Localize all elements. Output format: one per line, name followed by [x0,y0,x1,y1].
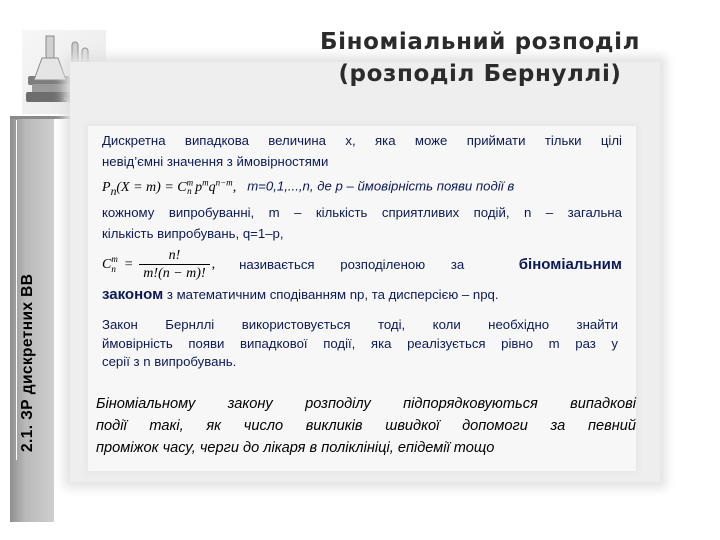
title-line-2: (розподіл Бернуллі) [338,61,622,87]
text-line: ймовірність появи випадкової події, яка реалізується рівно m раз у [102,335,618,351]
text-line: Біноміальному закону розподілу підпорядковуються випадкові [96,396,636,412]
definition-paragraph [102,130,622,305]
text-fragment: називається розподіленою за [239,256,465,272]
binomial-coefficient-formula: C m n = $\frac{n!}{m!(n - m)!}$ , [102,247,216,281]
text-line: Закон Бернллі використовується тоді, коли необхідно знайти [102,317,618,332]
formula-line [102,244,622,284]
bold-term: біноміальним [518,255,622,273]
text-line: Дискретна випадкова величина x, яка може приймати тільки цілі [102,133,622,148]
probability-formula: $P_n(X = m) = C^m_n$ $p^mq^{n-m}$, [102,177,237,198]
text-fragment: m=0,1,...,n, де p – ймовірність появи події в [247,178,515,194]
text-line: події такі, як число викликів швидкої допомоги за певний [96,418,636,434]
examples-paragraph [96,393,636,459]
text-line: невід’ємні значення з ймовірностями [102,154,329,169]
text-line: кількість випробувань, q=1–p, [102,226,284,242]
page-title [300,26,660,90]
bernoulli-paragraph [102,316,618,372]
formula-line [102,172,622,202]
text-line: законом з математичним сподіванням np, та дисперсією – npq. [102,286,499,304]
bold-term: законом [102,286,164,304]
title-line-1: Біноміальний розподіл [319,29,641,55]
text-line: кожному випробуванні, m – кількість сприятливих подій, n – загальна [102,205,622,221]
section-label: 2.1. ЗР дискретних ВВ [19,273,36,452]
text-line: серії з n випробувань. [102,354,237,369]
text-line: проміжок часу, черги до лікаря в поліклініці, епідемії тощо [96,440,495,456]
